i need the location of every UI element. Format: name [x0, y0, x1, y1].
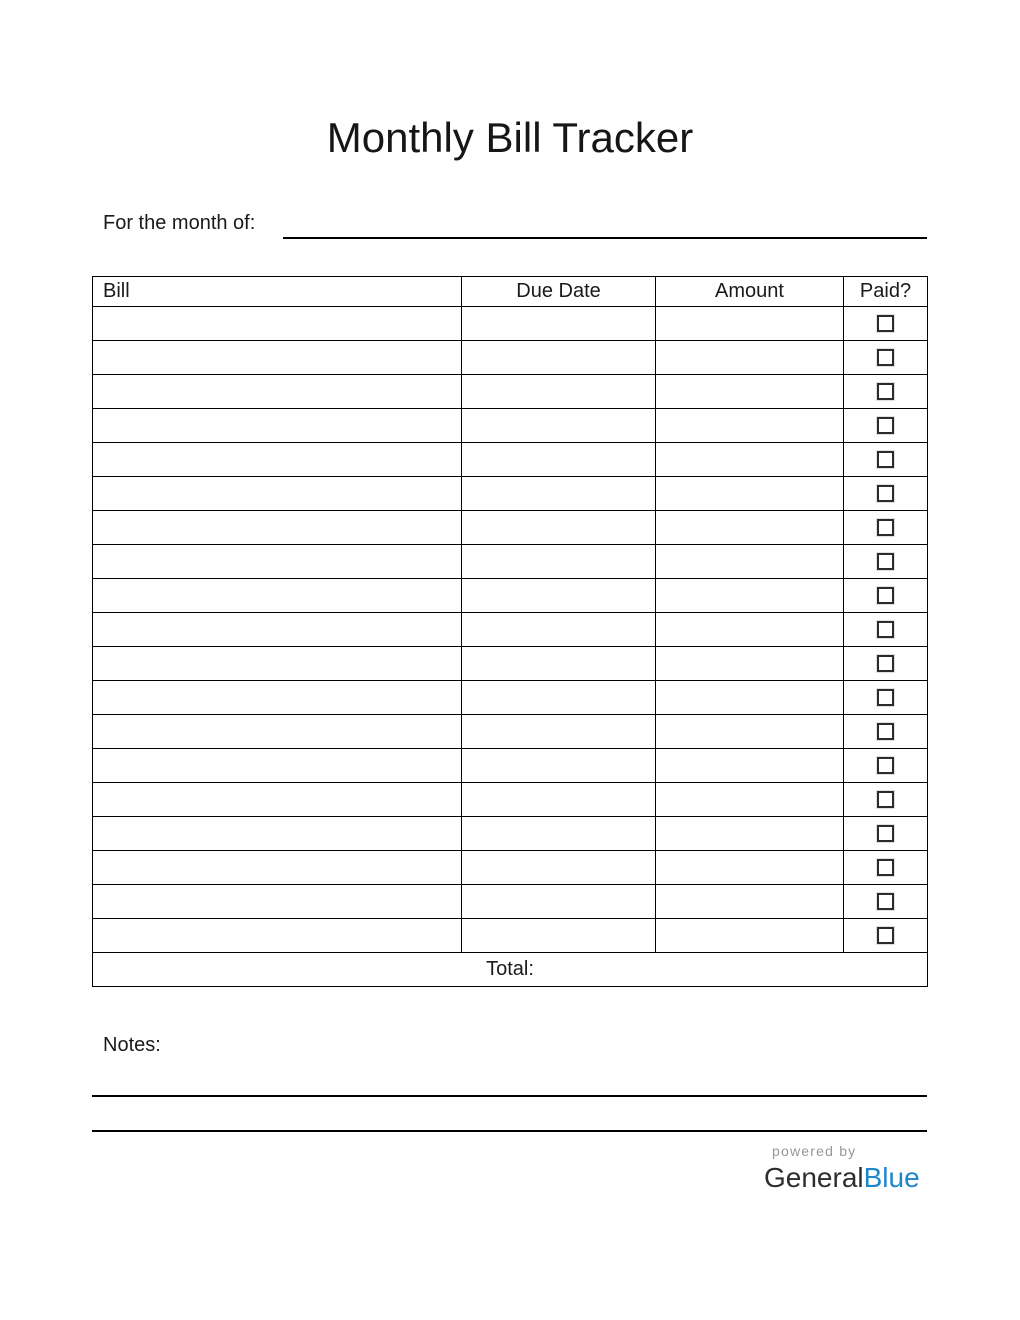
- bill-cell[interactable]: [93, 443, 462, 477]
- paid-checkbox[interactable]: [877, 485, 894, 502]
- bill-cell[interactable]: [93, 647, 462, 681]
- bill-cell[interactable]: [93, 681, 462, 715]
- paid-checkbox[interactable]: [877, 689, 894, 706]
- amount-cell[interactable]: [656, 477, 844, 511]
- bill-cell[interactable]: [93, 749, 462, 783]
- notes-line-1[interactable]: [92, 1095, 927, 1097]
- due-date-cell[interactable]: [462, 647, 656, 681]
- table-header-row: [93, 277, 928, 307]
- due-date-cell[interactable]: [462, 409, 656, 443]
- bill-row: [93, 409, 928, 443]
- notes-line-2[interactable]: [92, 1130, 927, 1132]
- paid-checkbox[interactable]: [877, 519, 894, 536]
- paid-cell[interactable]: [844, 613, 928, 647]
- bill-row: [93, 443, 928, 477]
- bill-row: [93, 681, 928, 715]
- bill-row: [93, 307, 928, 341]
- paid-cell[interactable]: [844, 885, 928, 919]
- due-date-cell[interactable]: [462, 749, 656, 783]
- amount-cell[interactable]: [656, 647, 844, 681]
- due-date-cell[interactable]: [462, 783, 656, 817]
- bill-row: [93, 341, 928, 375]
- amount-cell[interactable]: [656, 749, 844, 783]
- bill-cell[interactable]: [93, 885, 462, 919]
- paid-cell[interactable]: [844, 681, 928, 715]
- bill-cell[interactable]: [93, 341, 462, 375]
- paid-cell[interactable]: [844, 715, 928, 749]
- paid-cell[interactable]: [844, 817, 928, 851]
- paid-cell[interactable]: [844, 511, 928, 545]
- paid-cell[interactable]: [844, 307, 928, 341]
- paid-cell[interactable]: [844, 477, 928, 511]
- due-date-cell[interactable]: [462, 919, 656, 953]
- total-cell[interactable]: [93, 953, 928, 987]
- bill-cell[interactable]: [93, 409, 462, 443]
- paid-cell[interactable]: [844, 749, 928, 783]
- paid-checkbox[interactable]: [877, 383, 894, 400]
- amount-cell[interactable]: [656, 545, 844, 579]
- paid-cell[interactable]: [844, 851, 928, 885]
- due-date-cell[interactable]: [462, 715, 656, 749]
- due-date-cell[interactable]: [462, 443, 656, 477]
- bill-cell[interactable]: [93, 511, 462, 545]
- amount-cell[interactable]: [656, 443, 844, 477]
- amount-cell[interactable]: [656, 511, 844, 545]
- amount-cell[interactable]: [656, 919, 844, 953]
- paid-checkbox[interactable]: [877, 893, 894, 910]
- brand-name-blue: Blue: [863, 1162, 920, 1193]
- due-date-cell[interactable]: [462, 341, 656, 375]
- paid-checkbox[interactable]: [877, 315, 894, 332]
- amount-cell[interactable]: [656, 409, 844, 443]
- amount-cell[interactable]: [656, 579, 844, 613]
- amount-cell[interactable]: [656, 783, 844, 817]
- amount-cell[interactable]: [656, 851, 844, 885]
- paid-checkbox[interactable]: [877, 757, 894, 774]
- due-date-cell[interactable]: [462, 545, 656, 579]
- brand-logo: [764, 1162, 924, 1194]
- bill-row: [93, 919, 928, 953]
- column-header-amount: Amount: [656, 277, 844, 307]
- bill-table-body: [93, 307, 928, 953]
- paid-checkbox[interactable]: [877, 587, 894, 604]
- bill-cell[interactable]: [93, 919, 462, 953]
- paid-cell[interactable]: [844, 443, 928, 477]
- bill-row: [93, 613, 928, 647]
- bill-row: [93, 851, 928, 885]
- due-date-cell[interactable]: [462, 681, 656, 715]
- paid-checkbox[interactable]: [877, 349, 894, 366]
- bill-cell[interactable]: [93, 545, 462, 579]
- bill-row: [93, 375, 928, 409]
- bill-cell[interactable]: [93, 783, 462, 817]
- paid-cell[interactable]: [844, 545, 928, 579]
- bill-cell[interactable]: [93, 307, 462, 341]
- paid-checkbox[interactable]: [877, 791, 894, 808]
- bill-cell[interactable]: [93, 375, 462, 409]
- column-header-paid: Paid?: [844, 277, 928, 307]
- bill-row: [93, 579, 928, 613]
- amount-cell[interactable]: [656, 375, 844, 409]
- brand-name-general: General: [764, 1162, 864, 1193]
- bill-cell[interactable]: [93, 715, 462, 749]
- column-header-bill: Bill: [93, 277, 462, 307]
- paid-cell[interactable]: [844, 919, 928, 953]
- paid-checkbox[interactable]: [877, 825, 894, 842]
- paid-checkbox[interactable]: [877, 621, 894, 638]
- due-date-cell[interactable]: [462, 511, 656, 545]
- due-date-cell[interactable]: [462, 851, 656, 885]
- bill-row: [93, 477, 928, 511]
- paid-checkbox[interactable]: [877, 927, 894, 944]
- bill-cell[interactable]: [93, 579, 462, 613]
- bill-row: [93, 783, 928, 817]
- paid-checkbox[interactable]: [877, 655, 894, 672]
- due-date-cell[interactable]: [462, 613, 656, 647]
- bill-row: [93, 545, 928, 579]
- paid-checkbox[interactable]: [877, 417, 894, 434]
- bill-row: [93, 817, 928, 851]
- bill-cell[interactable]: [93, 613, 462, 647]
- due-date-cell[interactable]: [462, 375, 656, 409]
- due-date-cell[interactable]: [462, 885, 656, 919]
- amount-cell[interactable]: [656, 885, 844, 919]
- bill-row: [93, 511, 928, 545]
- paid-cell[interactable]: [844, 579, 928, 613]
- month-input-line[interactable]: [283, 237, 927, 239]
- amount-cell[interactable]: [656, 681, 844, 715]
- powered-by-text: powered by: [772, 1143, 857, 1159]
- column-header-due-date: Due Date: [462, 277, 656, 307]
- due-date-cell[interactable]: [462, 477, 656, 511]
- total-label: Total:: [486, 958, 534, 980]
- bill-row: [93, 885, 928, 919]
- paid-checkbox[interactable]: [877, 451, 894, 468]
- page-title: Monthly Bill Tracker: [326, 114, 694, 161]
- paid-cell[interactable]: [844, 409, 928, 443]
- amount-cell[interactable]: [656, 715, 844, 749]
- amount-cell[interactable]: [656, 613, 844, 647]
- bill-cell[interactable]: [93, 817, 462, 851]
- paid-checkbox[interactable]: [877, 859, 894, 876]
- paid-cell[interactable]: [844, 783, 928, 817]
- amount-cell[interactable]: [656, 307, 844, 341]
- amount-cell[interactable]: [656, 817, 844, 851]
- due-date-cell[interactable]: [462, 307, 656, 341]
- bill-row: [93, 715, 928, 749]
- bill-cell[interactable]: [93, 851, 462, 885]
- notes-label: Notes:: [103, 1034, 161, 1056]
- due-date-cell[interactable]: [462, 817, 656, 851]
- bill-cell[interactable]: [93, 477, 462, 511]
- paid-cell[interactable]: [844, 341, 928, 375]
- bill-row: [93, 749, 928, 783]
- total-row: [93, 953, 928, 987]
- paid-cell[interactable]: [844, 375, 928, 409]
- bill-row: [93, 647, 928, 681]
- brand-footer: [764, 1142, 924, 1194]
- paid-cell[interactable]: [844, 647, 928, 681]
- due-date-cell[interactable]: [462, 579, 656, 613]
- amount-cell[interactable]: [656, 341, 844, 375]
- paid-checkbox[interactable]: [877, 553, 894, 570]
- month-label: For the month of:: [103, 212, 256, 234]
- paid-checkbox[interactable]: [877, 723, 894, 740]
- bill-table: [92, 276, 928, 987]
